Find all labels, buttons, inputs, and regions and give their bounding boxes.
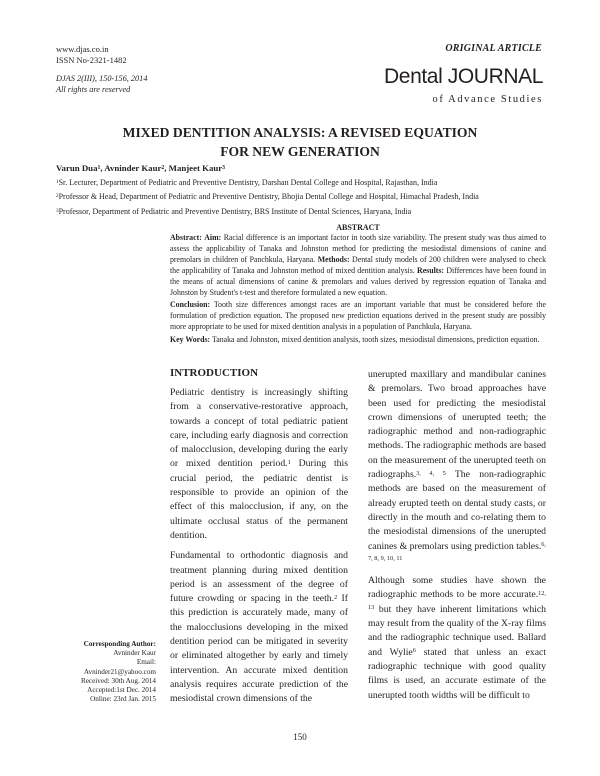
affiliation <box>56 207 411 216</box>
aim-text: Racial difference is an important factor in tooth size variability. The present study was thus aimed to assess the applicability of Tanaka and Johnston method for predicting the mesiodistal dimensions of canine and premolars in children of Panchkula, Haryana. <box>170 233 546 265</box>
citation-ref: 6, 7, 8, 9, 10, 11 <box>368 541 546 563</box>
conclusion-label: Conclusion: <box>170 299 211 309</box>
affiliation-text: Sr. Lecturer, Department of Pediatric and Preventive Dentistry, Darshan Dental College and Hospital, Rajasthan, India <box>58 178 438 187</box>
corr-heading: Corresponding Author: <box>83 640 156 648</box>
paragraph <box>170 386 348 543</box>
paragraph-text: Pediatric dentistry is increasingly shifting from a conservative-restorative approach, towards a concept of total pediatric patient care, including early diagnosis and correction of malocclusion, developing during the early or mixed dentition period. <box>170 387 348 470</box>
corr-online: Online: 23rd Jan. 2015 <box>90 695 156 704</box>
results-text: Differences have been found in the means of actual dimensions of canine & premolars and values derived by regression equation of Tanaka and Johnston by Student's t-test and therefore formulated a new equation. <box>170 266 547 298</box>
citation-ref: 3, 4, 5 <box>416 469 446 477</box>
article-title <box>60 123 540 161</box>
author-name: Manjeet Kaur <box>168 163 223 173</box>
author-sup: 2 <box>161 164 165 171</box>
affiliation-sup: 1 <box>56 178 59 185</box>
citation: DJAS 2(III), 150-156, 2014 <box>56 74 148 83</box>
corresponding-author <box>56 640 156 704</box>
journal-website: www.djas.co.in <box>56 44 109 54</box>
affiliation <box>56 178 437 187</box>
journal-name: Dental JOURNAL <box>384 65 543 88</box>
body-column-left <box>170 386 348 713</box>
methods-label: Methods: <box>317 255 350 265</box>
abstract-heading: ABSTRACT <box>336 223 380 232</box>
conclusion-text: Tooth size differences amongst races are an important variable that must be considered before the formulation of prediction equation. The proposed new prediction equations derived in the present study are possibly more appropriate to be used for mixed dentition analysis in a population of Panchkula, Haryana. <box>170 299 546 331</box>
affiliation-sup: 3 <box>56 207 59 214</box>
issn: ISSN No-2321-1482 <box>56 55 127 65</box>
article-title-line-1: MIXED DENTITION ANALYSIS: A REVISED EQUATION <box>122 125 478 140</box>
citation-ref: 12, 13 <box>368 589 546 612</box>
paragraph-text: but they have inherent limitations which may result from the quality of the X-ray films and the radiographic technique used. Ballard and Wylie <box>368 603 546 658</box>
citation-ref: 2 <box>334 593 338 601</box>
paragraph-text: Fundamental to orthodontic diagnosis and treatment planning during mixed dentition period is an assessment of the degree of future crowding or spacing in the teeth. <box>170 550 348 605</box>
journal-subtitle: of Advance Studies <box>432 94 543 105</box>
paragraph-text: During this crucial period, the pediatric dentist is responsible to provide an opinion of the effect of this malocclusion, if any, on the ultimate occlusal status of the permanent dentition. <box>170 458 348 541</box>
corr-accepted: Accepted:1st Dec. 2014 <box>87 686 156 695</box>
rights-notice: All rights are reserved <box>56 85 131 94</box>
keywords-text: Tanaka and Johnston, mixed dentition analysis, tooth sizes, mesiodistal dimensions, prediction equation. <box>212 335 540 344</box>
author-sup: 3 <box>222 164 225 171</box>
keywords-label: Key Words: <box>170 335 211 344</box>
paragraph-text: unerupted maxillary and mandibular canines & premolars. Two broad approaches have been used for predicting the mesiodistal crown dimensions of unerupted teeth; the radiographic method and non-radiographic methods. The radiographic methods are based on the measurement of the unerupted teeth on radiographs. <box>368 369 546 481</box>
author-name: Avninder Kaur <box>104 163 162 173</box>
section-heading-introduction: INTRODUCTION <box>170 367 259 379</box>
abstract-body <box>170 232 546 332</box>
affiliation-sup: 2 <box>56 192 59 199</box>
corr-name: Avninder Kaur <box>113 649 156 658</box>
abstract-label: Abstract: <box>170 233 202 242</box>
paragraph <box>368 368 546 568</box>
body-column-right <box>368 368 546 709</box>
keywords <box>170 335 546 346</box>
citation-ref: 6 <box>412 647 416 655</box>
paragraph-text: Although some studies have shown the radiographic methods to be more accurate. <box>368 575 546 601</box>
author-list: Varun Dua$^1$, Avninder Kaur$^2$, Manjeet Kaur$^3$ <box>56 163 225 173</box>
affiliation-text: Professor & Head, Department of Pediatric and Preventive Dentistry, Bhojia Dental College and Hospital, Himachal Pradesh, India <box>58 192 479 201</box>
corr-received: Received: 30th Aug. 2014 <box>80 676 156 685</box>
paragraph-text: If this prediction is accurately made, many of the malocclusions developing in the mixed dentition period can be mitigated in severity or eliminated altogether by early and timely intervention. An accurate mixed dentition analysis requires accurate prediction of the mesiodistal crown dimensions of the <box>170 593 349 705</box>
paragraph <box>368 574 546 703</box>
article-title-line-2: FOR NEW GENERATION <box>220 144 380 159</box>
article-category: ORIGINAL ARTICLE <box>445 43 542 54</box>
affiliation-text: Professor, Department of Pediatric and Preventive Dentistry, BRS Institute of Dental Sciences, Haryana, India <box>58 207 412 216</box>
corr-email-label: Email: <box>136 658 156 667</box>
citation-ref: 1 <box>287 458 291 466</box>
page-number: 150 <box>293 732 307 742</box>
methods-text: Dental study models of 200 children were analysed to check the applicability of Tanaka and Johnston method of mixed dentition analysis. <box>170 255 546 276</box>
author-sup: 1 <box>97 164 101 171</box>
results-label: Results: <box>417 266 445 276</box>
aim-label: Aim: <box>204 233 222 242</box>
paragraph <box>170 549 348 706</box>
affiliation <box>56 192 479 201</box>
author-name: Varun Dua <box>56 163 98 173</box>
corr-email: Avninder21@yahoo.com <box>83 667 156 676</box>
paragraph-text: The non-radiographic methods are based on the measurement of already erupted teeth on dental study casts, or directly in the mouth and co-relating them to the mesiodistal dimensions of the unerupted canines & premolars using prediction tables. <box>368 469 546 552</box>
paragraph-text: stated that unless an exact radiographic technique with good quality films is used, an accurate estimate of the unerupted tooth widths will be difficult to <box>368 646 547 701</box>
